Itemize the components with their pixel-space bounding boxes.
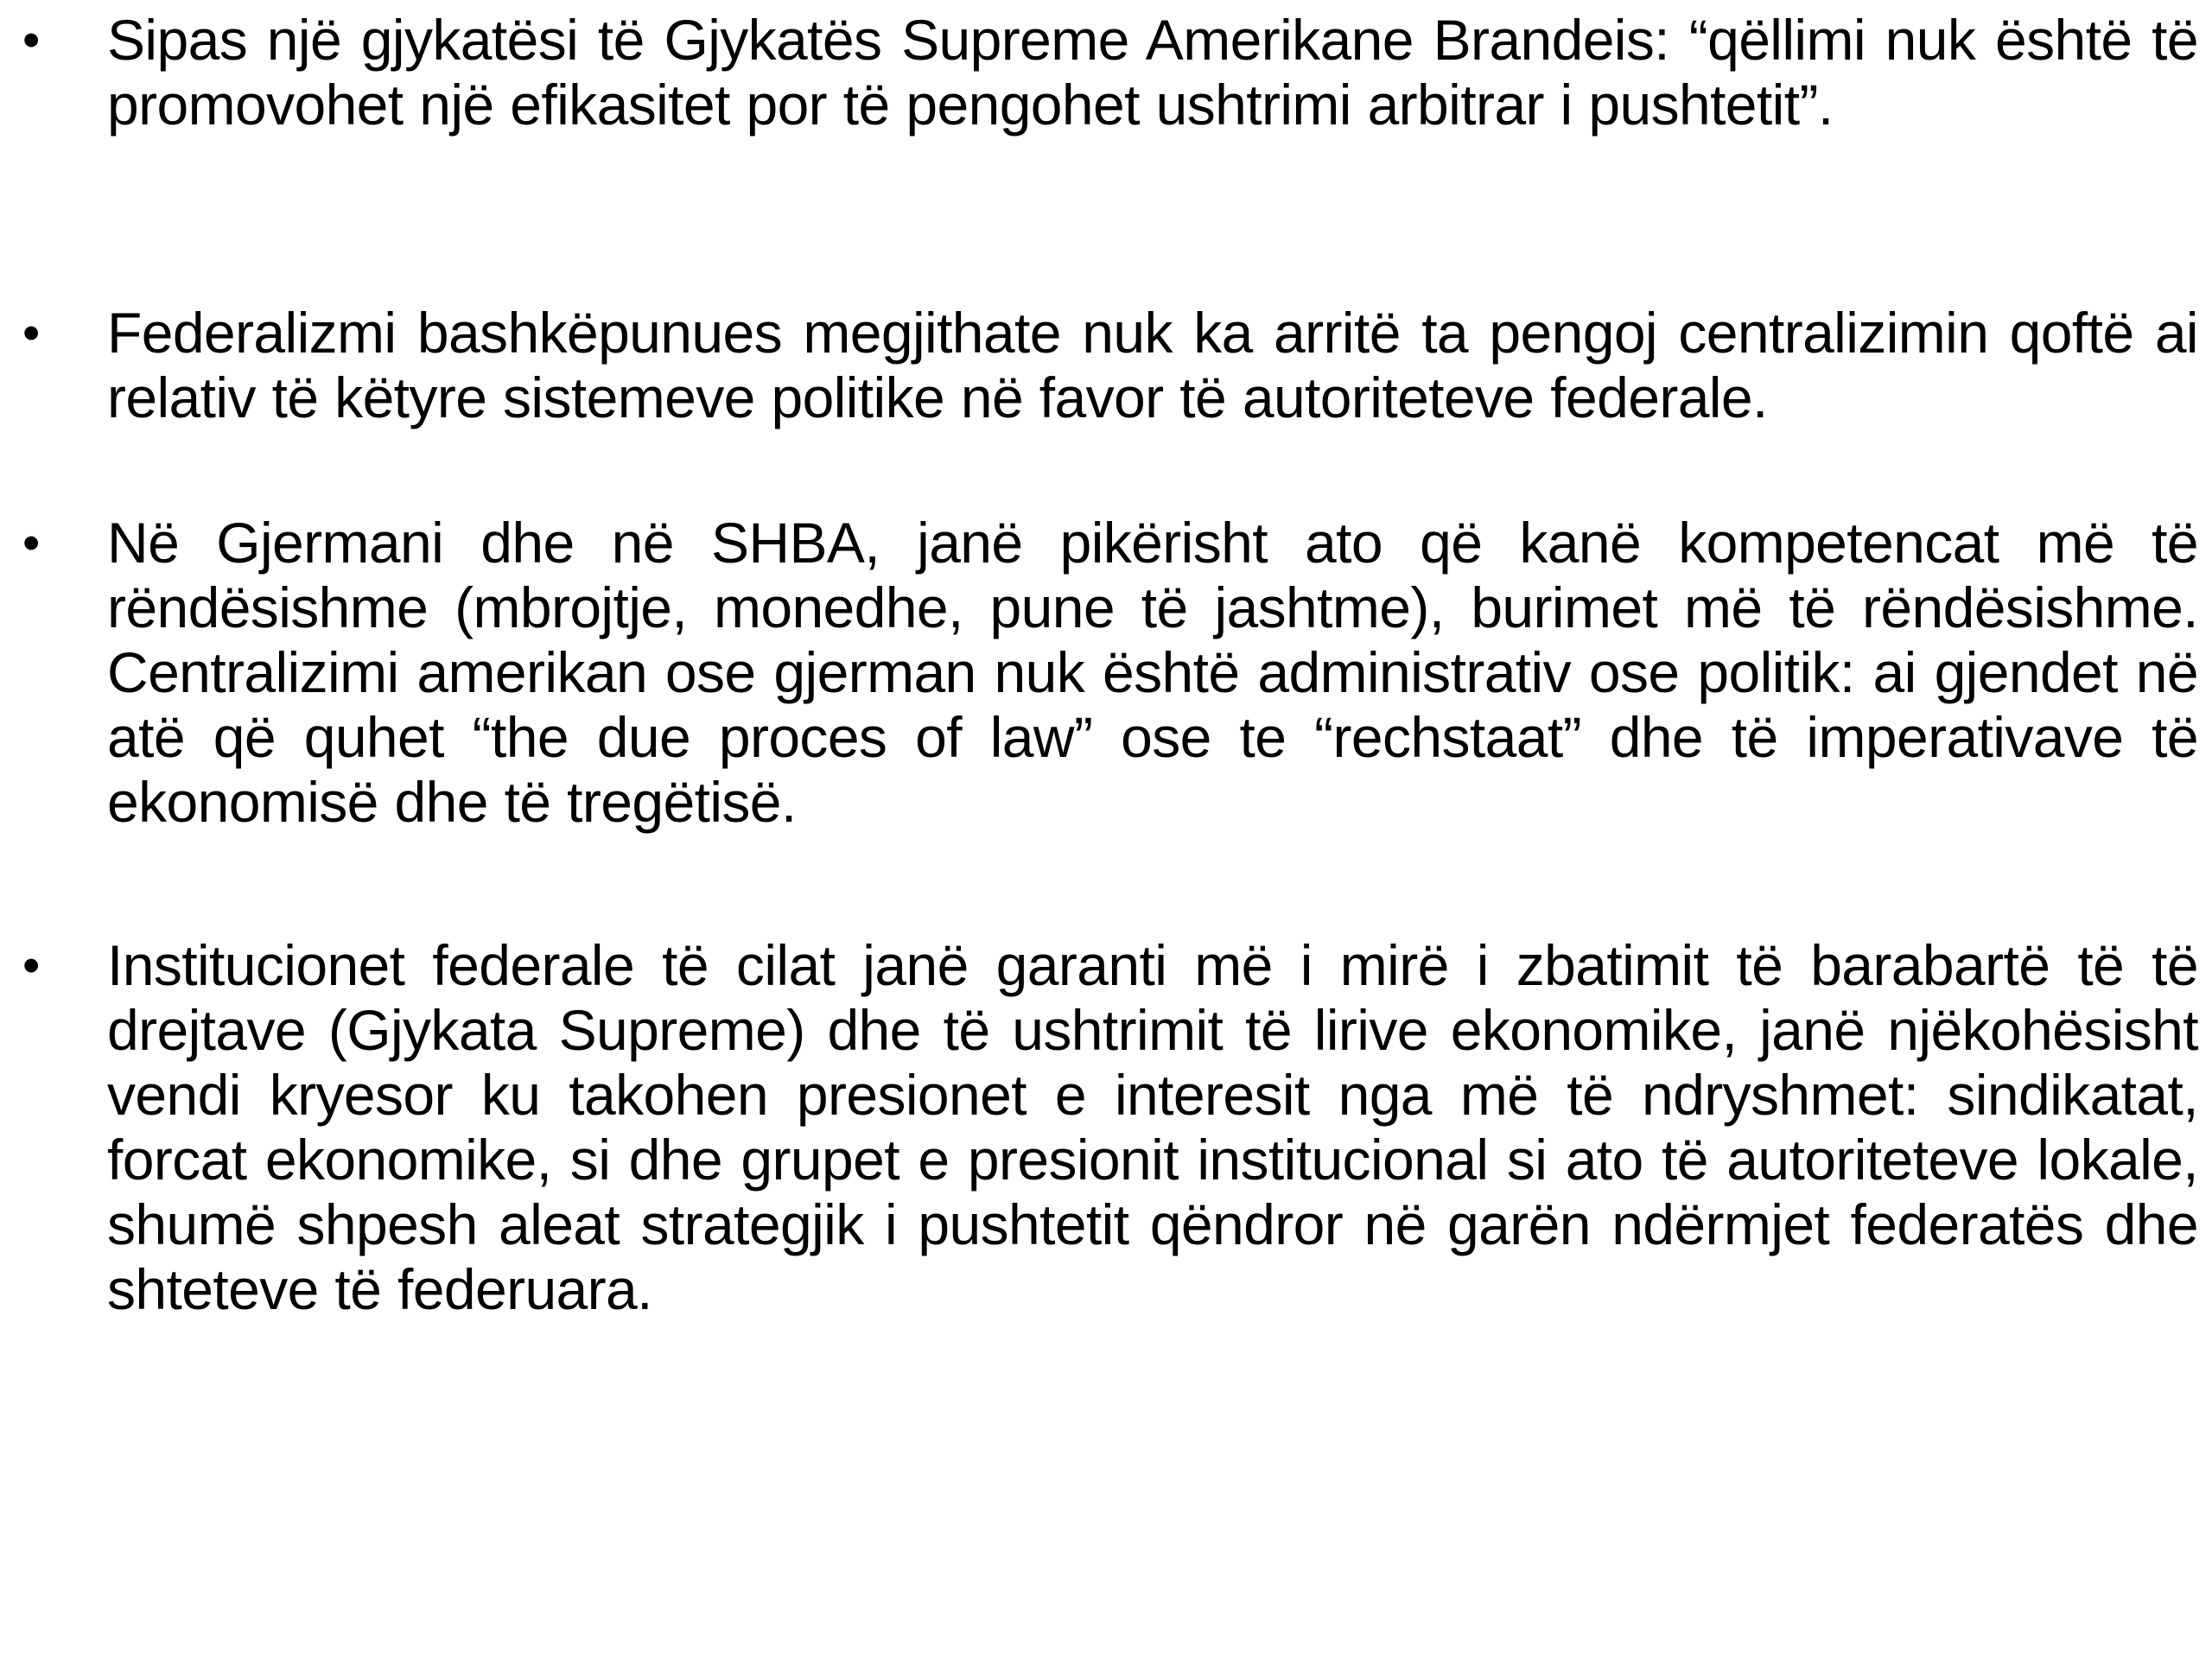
bullet-icon: •: [22, 12, 41, 68]
bullet-text: Institucionet federale të cilat janë garanti më i mirë i zbatimit të barabartë të të drejtave (Gjykata Supreme) dhe të ushtrimit të lirive ekonomike, janë njëkohësisht vendi kryesor ku takohen presionet e interesit nga më të ndryshmet: sindikatat, forcat ekonomike, si dhe grupet e presionit institucional si ato të autoriteteve lokale, shumë shpesh aleat strategjik i pushtetit qëndror në garën ndërmjet federatës dhe shteteve të federuara.: [107, 933, 2198, 1321]
bullet-text: Sipas një gjykatësi të Gjykatës Supreme Amerikane Brandeis: “qëllimi nuk është të promovohet një efikasitet por të pengohet ushtrimi arbitrar i pushtetit”.: [107, 8, 2198, 137]
bullet-text: Në Gjermani dhe në SHBA, janë pikërisht ato që kanë kompetencat më të rëndësishme (mbrojtje, monedhe, pune të jashtme), burimet më të rëndësishme. Centralizimi amerikan ose gjerman nuk është administrativ ose politik: ai gjendet në atë që quhet “the due proces of law” ose te “rechstaat” dhe të imperativave të ekonomisë dhe të tregëtisë.: [107, 511, 2198, 834]
bullet-icon: •: [22, 305, 41, 361]
bullet-icon: •: [22, 938, 41, 994]
bullet-text: Federalizmi bashkëpunues megjithate nuk ka arritë ta pengoj centralizimin qoftë ai relativ të këtyre sistemeve politike në favor të autoriteteve federale.: [107, 301, 2198, 429]
bullet-icon: •: [22, 515, 41, 571]
